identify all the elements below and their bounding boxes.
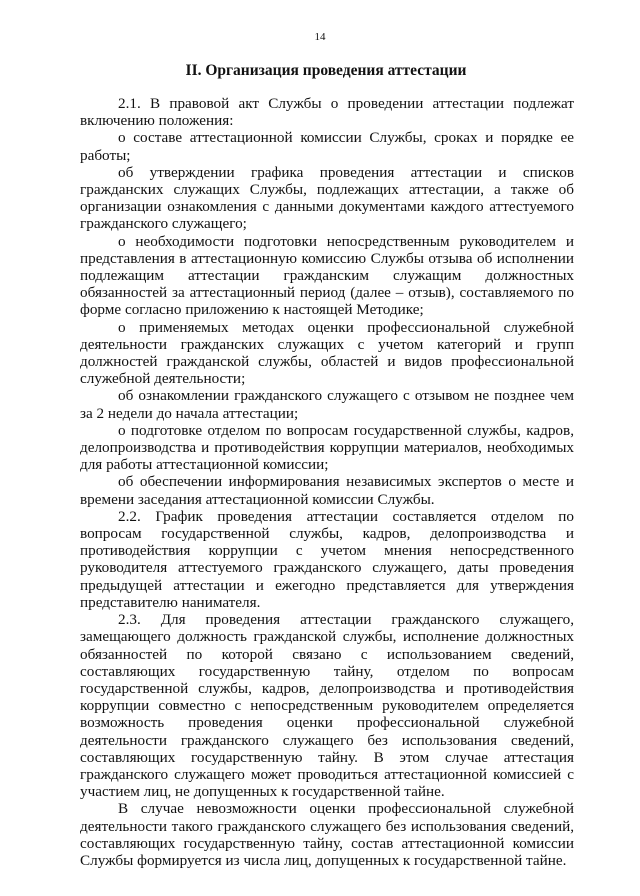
section-title: II. Организация проведения аттестации [185, 62, 467, 79]
paragraph-review-preparation: о необходимости подготовки непосредственным руководителем и представления в аттестационную комиссию Службы отзыва об исполнении подлежащим аттестации гражданским служащим должностных обязанностей за аттестационный период (далее – отзыв), составляемого по форме согласно приложению к настоящей Методике; [80, 232, 574, 319]
paragraph-experts-informing: об обеспечении информирования независимых экспертов о месте и времени заседания аттестационной комиссии Службы. [80, 473, 574, 508]
paragraph-materials-preparation: о подготовке отделом по вопросам государственной службы, кадров, делопроизводства и противодействия коррупции материалов, необходимых для работы аттестационной комиссии; [80, 421, 574, 474]
paragraph-schedule-approval: об утверждении графика проведения аттестации и списков гражданских служащих Службы, подлежащих аттестации, а также об организации ознакомления с данными документами каждого аттестуемого гражданского служащего; [80, 163, 574, 233]
paragraph-commission-composition: о составе аттестационной комиссии Службы, сроках и порядке ее работы; [80, 129, 574, 164]
paragraph-commission-formation: В случае невозможности оценки профессиональной служебной деятельности такого гражданского служащего без использования сведений, составляющих государственную тайну, состав аттестационной комиссии Службы формируется из числа лиц, допущенных к государственной тайне. [80, 800, 574, 869]
paragraph-review-familiarization: об ознакомлении гражданского служащего с отзывом не позднее чем за 2 недели до начала аттестации; [80, 387, 574, 422]
paragraph-2-3-state-secret: 2.3. Для проведения аттестации гражданского служащего, замещающего должность гражданской службы, исполнение должностных обязанностей по которой связано с использованием сведений, составляющих государственную тайну, отделом по вопросам государственной службы, кадров, делопроизводства и противодействия коррупции совместно с непосредственным руководителем определяется возможность проведения оценки профессиональной служебной деятельности гражданского служащего без использования сведений, составляющих государственную тайну. В этом случае аттестация гражданского служащего может проводиться аттестационной комиссией с участием лиц, не допущенных к государственной тайне. [80, 611, 574, 801]
paragraph-2-2-schedule: 2.2. График проведения аттестации составляется отделом по вопросам государственной службы, кадров, делопроизводства и противодействия коррупции с учетом мнения непосредственного руководителя аттестуемого гражданского служащего, даты проведения предыдущей аттестации и ежегодно представляется для утверждения представителю нанимателя. [80, 507, 574, 611]
page-number: 14 [314, 31, 326, 43]
paragraph-2-1-intro: 2.1. В правовой акт Службы о проведении аттестации подлежат включению положения: [80, 95, 574, 130]
paragraph-evaluation-methods: о применяемых методах оценки профессиональной служебной деятельности гражданских служащих с учетом категорий и групп должностей гражданской службы, областей и видов профессиональной служебной деятельности; [80, 318, 574, 388]
document-body [80, 95, 574, 869]
